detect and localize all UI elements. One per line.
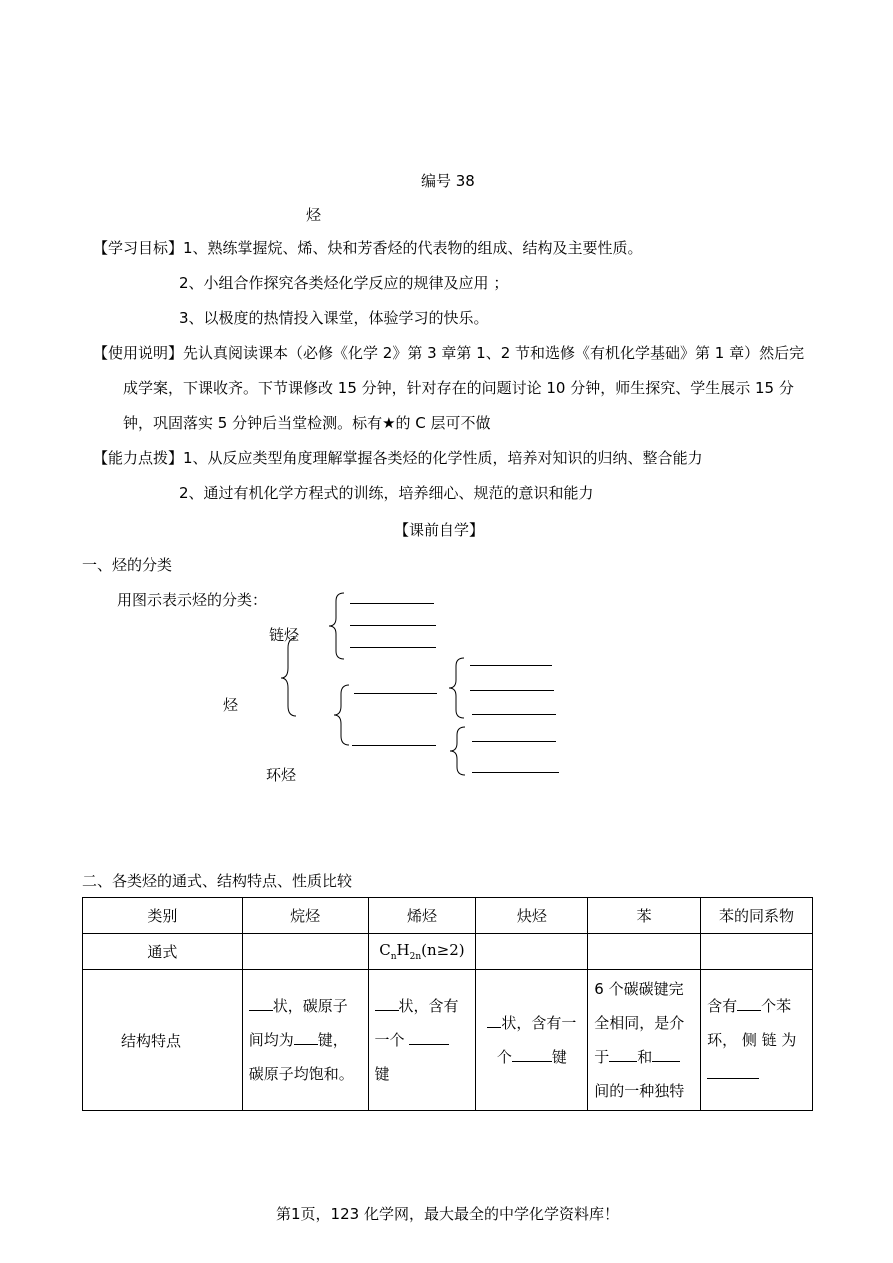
- goals-line-1: [93, 238, 813, 258]
- brace-sub-2: [450, 727, 465, 775]
- part2-heading: 二、各类烃的通式、结构特点、性质比较: [82, 872, 353, 890]
- brace-ring: [334, 685, 349, 745]
- goal-item: 2、小组合作探究各类烃化学反应的规律及应用 ；: [179, 274, 509, 292]
- formula-cell-homolog[interactable]: [701, 934, 813, 970]
- blank-sub-2[interactable]: [470, 690, 554, 691]
- ability-item: 2、通过有机化学方程式的训练，培养细心、规范的意识和能力: [179, 484, 594, 502]
- blank[interactable]: [249, 994, 273, 1011]
- page-title: 烃: [306, 206, 322, 224]
- usage-text: 钟，巩固落实 5 分钟后当堂检测。标有★的 C 层可不做: [123, 414, 491, 432]
- blank-sub-3[interactable]: [472, 714, 556, 715]
- blank-ring-2[interactable]: [352, 745, 436, 746]
- page-footer: 第1页，123 化学网，最大最全的中学化学资料库！: [276, 1205, 619, 1223]
- goals-label: 【学习目标】: [93, 239, 184, 257]
- blank-chain-3[interactable]: [350, 647, 436, 648]
- brace-root: [281, 638, 296, 716]
- comparison-table: [82, 897, 813, 1111]
- struct-cell-benzene: 6 个碳碳键完 全相同，是介 于 和 间的一种独特: [588, 970, 701, 1111]
- blank[interactable]: [294, 1028, 318, 1045]
- struct-cell-alkene: 状，含有 一个 键: [368, 970, 476, 1111]
- formula-cell-benzene[interactable]: [588, 934, 701, 970]
- label-chain-hydrocarbon: 链烃: [269, 626, 300, 644]
- header-cell: 烯烃: [368, 898, 476, 934]
- table-row-formula: [83, 934, 813, 970]
- blank-ring-1[interactable]: [354, 693, 437, 694]
- blank-sub-5[interactable]: [472, 772, 559, 773]
- struct-cell-alkyne: 状，含有一 个 键: [476, 970, 588, 1111]
- goal-item: 3、以极度的热情投入课堂，体验学习的快乐。: [179, 309, 489, 327]
- blank[interactable]: [707, 1062, 759, 1079]
- label-ring-hydrocarbon: 环烃: [266, 766, 297, 784]
- brace-sub-1: [449, 658, 464, 718]
- goals-line-3: [179, 308, 893, 328]
- header-cell: 类别: [83, 898, 243, 934]
- blank-chain-2[interactable]: [350, 625, 436, 626]
- formula-cell-alkane[interactable]: [242, 934, 368, 970]
- blank[interactable]: [652, 1045, 680, 1062]
- usage-text: 先认真阅读课本（必修《化学 2》第 3 章第 1、2 节和选修《有机化学基础》第 1 章）然后完: [183, 344, 805, 362]
- formula-cell-alkene: [368, 934, 476, 970]
- blank[interactable]: [487, 1011, 501, 1028]
- usage-line-1: [93, 343, 813, 363]
- brace-chain: [329, 593, 344, 659]
- goals-line-2: [179, 273, 893, 293]
- row-label: 通式: [83, 934, 243, 970]
- ability-line-2: [179, 483, 893, 503]
- struct-cell-alkane: 状，碳原子 间均为 键， 碳原子均饱和。: [242, 970, 368, 1111]
- blank[interactable]: [512, 1045, 552, 1062]
- usage-text: 成学案，下课收齐。下节课修改 15 分钟，针对存在的问题讨论 10 分钟，师生探究、学生展示 15 分: [123, 379, 794, 397]
- blank-sub-1[interactable]: [470, 665, 552, 666]
- blank[interactable]: [409, 1028, 449, 1045]
- blank[interactable]: [737, 994, 761, 1011]
- goal-item: 1、熟练掌握烷、烯、炔和芳香烃的代表物的组成、结构及主要性质。: [183, 239, 643, 257]
- alkene-formula: $C_nH_{2n}(n\ge 2)$: [379, 941, 465, 962]
- header-cell: 苯: [588, 898, 701, 934]
- blank-chain-1[interactable]: [350, 603, 434, 604]
- formula-cell-alkyne[interactable]: [476, 934, 588, 970]
- blank[interactable]: [609, 1045, 637, 1062]
- header-cell: 苯的同系物: [701, 898, 813, 934]
- part1-prompt: 用图示表示烃的分类：: [117, 591, 268, 609]
- blank[interactable]: [375, 994, 399, 1011]
- usage-line-2: [123, 378, 843, 398]
- table-row-structure: [83, 970, 813, 1111]
- label-hydrocarbon-root: 烃: [223, 696, 239, 714]
- ability-label: 【能力点拨】: [93, 449, 184, 467]
- blank-sub-4[interactable]: [472, 741, 556, 742]
- part1-heading: 一、烃的分类: [82, 556, 173, 574]
- ability-line-1: [93, 448, 813, 468]
- header-cell: 炔烃: [476, 898, 588, 934]
- struct-cell-homolog: 含有 个苯 环， 侧 链 为: [701, 970, 813, 1111]
- doc-number: 编号 38: [421, 172, 475, 190]
- ability-item: 1、从反应类型角度理解掌握各类烃的化学性质，培养对知识的归纳、整合能力: [183, 449, 703, 467]
- table-header-row: [83, 898, 813, 934]
- header-cell: 烷烃: [242, 898, 368, 934]
- usage-line-3: [123, 413, 843, 433]
- row-label: 结构特点: [83, 970, 243, 1111]
- usage-label: 【使用说明】: [93, 344, 184, 362]
- section-pre-study: 【课前自学】: [394, 521, 485, 539]
